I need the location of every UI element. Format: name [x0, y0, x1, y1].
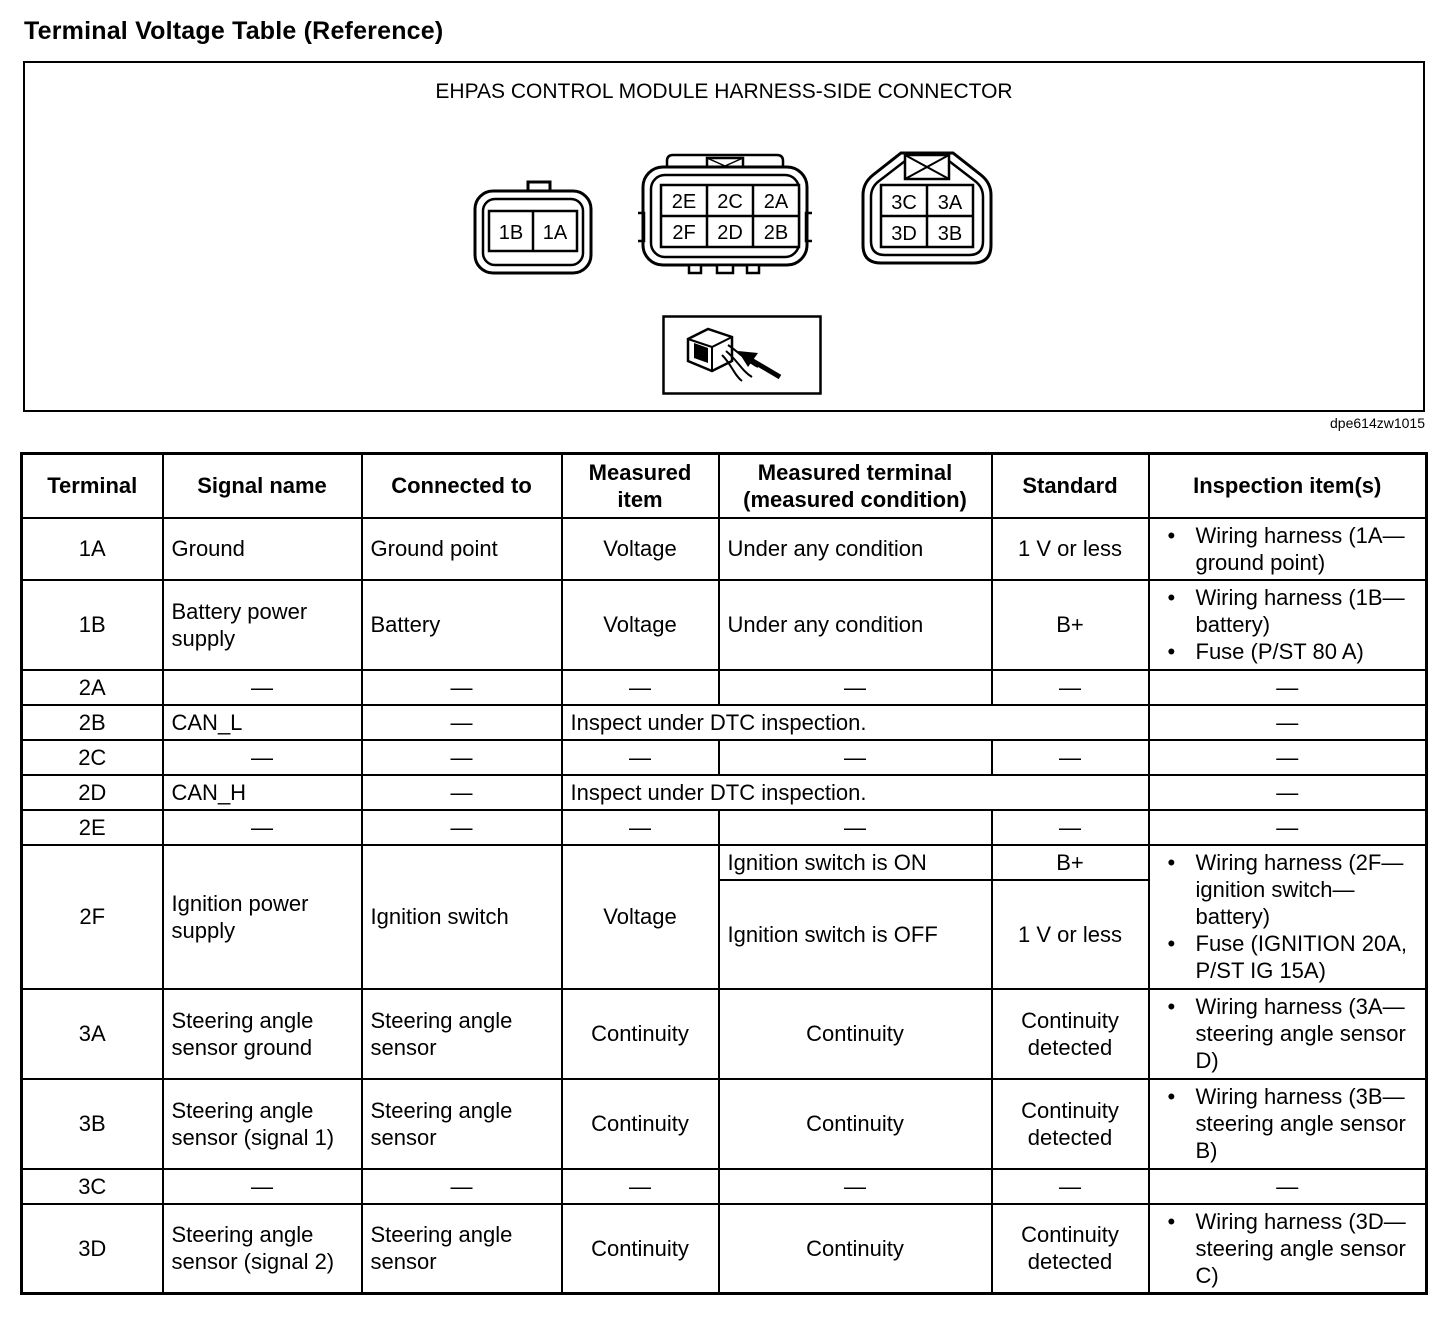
pin-label: 3A: [937, 192, 963, 214]
header-measured-terminal: [719, 454, 992, 518]
inspection-list: [1168, 993, 1422, 1074]
cell-measured-item: Voltage: [562, 580, 719, 670]
cell-signal-name: —: [163, 740, 362, 775]
pin-label: 2D: [717, 222, 743, 244]
header-terminal: Terminal: [22, 454, 163, 518]
inspection-item: • Wiring harness (3A—steering angle sensor D): [1168, 993, 1422, 1074]
inspection-item: • Wiring harness (1A—ground point): [1168, 522, 1422, 576]
cell-measured-condition: Continuity: [719, 1204, 992, 1294]
table-row: [22, 705, 1427, 740]
inspection-list: [1168, 522, 1422, 576]
cell-signal-name: Ground: [163, 518, 362, 580]
connector-3-diagram: [859, 149, 995, 267]
cell-connected-to: Steering angle sensor: [362, 1204, 562, 1294]
cell-measured-item: Continuity: [562, 989, 719, 1079]
table-row: [22, 740, 1427, 775]
cell-standard: —: [992, 670, 1149, 705]
cell-signal-name: Battery power supply: [163, 580, 362, 670]
table-row: [22, 518, 1427, 580]
cell-standard: —: [992, 740, 1149, 775]
cell-measured-condition: Continuity: [719, 1079, 992, 1169]
table-header-row: [22, 454, 1427, 518]
cell-inspection-items: —: [1149, 775, 1427, 810]
cell-standard-on: B+: [992, 845, 1149, 880]
cell-terminal: 2D: [22, 775, 163, 810]
cell-measured-item: —: [562, 1169, 719, 1204]
cell-measured-condition-on: Ignition switch is ON: [719, 845, 992, 880]
cell-standard: —: [992, 810, 1149, 845]
cell-inspection-items: —: [1149, 705, 1427, 740]
cell-measured-item: Voltage: [562, 845, 719, 989]
pin-label: 1A: [542, 222, 568, 244]
cell-measured-condition: —: [719, 1169, 992, 1204]
table-row: [22, 845, 1427, 880]
cell-dtc-note: Inspect under DTC inspection.: [562, 775, 1149, 810]
figure-code: dpe614zw1015: [1330, 415, 1425, 431]
cell-terminal: 3A: [22, 989, 163, 1079]
connector-diagram: [23, 61, 1425, 412]
cell-connected-to: —: [362, 670, 562, 705]
cell-standard: 1 V or less: [992, 518, 1149, 580]
table-row: [22, 670, 1427, 705]
cell-inspection-items: —: [1149, 810, 1427, 845]
cell-measured-condition: —: [719, 810, 992, 845]
terminal-voltage-table: [20, 452, 1428, 1295]
cell-measured-item: Voltage: [562, 518, 719, 580]
inspection-item: • Wiring harness (1B—battery): [1168, 584, 1422, 638]
cell-terminal: 2C: [22, 740, 163, 775]
header-measured-item: [562, 454, 719, 518]
harness-side-probe-icon: [662, 315, 822, 395]
table-row: [22, 1169, 1427, 1204]
pin-label: 2C: [717, 191, 743, 213]
pin-label: 3B: [937, 223, 963, 245]
cell-connected-to: —: [362, 810, 562, 845]
header-measured-item-line2: item: [617, 486, 663, 512]
cell-dtc-note: Inspect under DTC inspection.: [562, 705, 1149, 740]
cell-terminal: 2F: [22, 845, 163, 989]
cell-signal-name: Ignition power supply: [163, 845, 362, 989]
cell-measured-condition: —: [719, 670, 992, 705]
cell-standard-off: 1 V or less: [992, 880, 1149, 989]
cell-measured-item: —: [562, 670, 719, 705]
cell-standard: —: [992, 1169, 1149, 1204]
inspection-item: • Wiring harness (3D—steering angle sensor C): [1168, 1208, 1422, 1289]
cell-inspection-items: —: [1149, 740, 1427, 775]
cell-terminal: 3D: [22, 1204, 163, 1294]
table-row: [22, 1079, 1427, 1169]
pin-label: 2F: [672, 222, 696, 244]
inspection-list: [1168, 584, 1422, 665]
cell-inspection-items: —: [1149, 670, 1427, 705]
cell-measured-condition: Under any condition: [719, 580, 992, 670]
cell-measured-condition: Continuity: [719, 989, 992, 1079]
table-row: [22, 989, 1427, 1079]
cell-connected-to: Steering angle sensor: [362, 1079, 562, 1169]
pin-label: 2E: [671, 191, 697, 213]
cell-signal-name: CAN_H: [163, 775, 362, 810]
cell-signal-name: Steering angle sensor (signal 2): [163, 1204, 362, 1294]
cell-measured-condition: —: [719, 740, 992, 775]
cell-inspection-items: [1149, 989, 1427, 1079]
connector-2-diagram: [637, 153, 813, 279]
cell-terminal: 2E: [22, 810, 163, 845]
inspection-item: • Fuse (P/ST 80 A): [1168, 638, 1422, 665]
cell-signal-name: —: [163, 670, 362, 705]
cell-standard: Continuity detected: [992, 989, 1149, 1079]
header-measured-terminal-line1: Measured terminal: [757, 459, 953, 485]
cell-terminal: 1A: [22, 518, 163, 580]
table-row: [22, 775, 1427, 810]
connector-1-diagram: [471, 179, 595, 277]
cell-terminal: 1B: [22, 580, 163, 670]
cell-connected-to: —: [362, 1169, 562, 1204]
inspection-list: [1168, 1208, 1422, 1289]
cell-signal-name: Steering angle sensor ground: [163, 989, 362, 1079]
table-row: [22, 580, 1427, 670]
cell-terminal: 3B: [22, 1079, 163, 1169]
cell-terminal: 2A: [22, 670, 163, 705]
pin-label: 3C: [891, 192, 917, 214]
pin-label: 1B: [498, 222, 524, 244]
cell-inspection-items: [1149, 845, 1427, 989]
cell-connected-to: Battery: [362, 580, 562, 670]
cell-terminal: 3C: [22, 1169, 163, 1204]
cell-measured-item: Continuity: [562, 1204, 719, 1294]
diagram-title: EHPAS CONTROL MODULE HARNESS-SIDE CONNECTOR: [435, 80, 1013, 103]
table-row: [22, 810, 1427, 845]
cell-connected-to: Ground point: [362, 518, 562, 580]
header-inspection-items: Inspection item(s): [1149, 454, 1427, 518]
header-measured-item-line1: Measured: [588, 459, 692, 485]
pin-label: 2B: [763, 222, 789, 244]
cell-measured-condition: Under any condition: [719, 518, 992, 580]
cell-inspection-items: —: [1149, 1169, 1427, 1204]
cell-connected-to: Ignition switch: [362, 845, 562, 989]
cell-signal-name: —: [163, 1169, 362, 1204]
cell-terminal: 2B: [22, 705, 163, 740]
cell-connected-to: Steering angle sensor: [362, 989, 562, 1079]
cell-inspection-items: [1149, 1204, 1427, 1294]
inspection-list: [1168, 849, 1422, 984]
page-title: Terminal Voltage Table (Reference): [24, 17, 444, 45]
inspection-item: • Fuse (IGNITION 20A, P/ST IG 15A): [1168, 930, 1422, 984]
cell-signal-name: Steering angle sensor (signal 1): [163, 1079, 362, 1169]
cell-standard: Continuity detected: [992, 1204, 1149, 1294]
header-standard: Standard: [992, 454, 1149, 518]
pin-label: 3D: [891, 223, 917, 245]
cell-connected-to: —: [362, 740, 562, 775]
cell-measured-item: —: [562, 740, 719, 775]
cell-connected-to: —: [362, 775, 562, 810]
pin-label: 2A: [763, 191, 789, 213]
cell-measured-item: —: [562, 810, 719, 845]
cell-standard: Continuity detected: [992, 1079, 1149, 1169]
cell-signal-name: —: [163, 810, 362, 845]
inspection-item: • Wiring harness (2F—ignition switch—battery): [1168, 849, 1422, 930]
table-row: [22, 1204, 1427, 1294]
cell-inspection-items: [1149, 518, 1427, 580]
header-measured-terminal-line2: (measured condition): [743, 486, 967, 512]
inspection-list: [1168, 1083, 1422, 1164]
cell-measured-condition-off: Ignition switch is OFF: [719, 880, 992, 989]
cell-signal-name: CAN_L: [163, 705, 362, 740]
inspection-item: • Wiring harness (3B—steering angle sensor B): [1168, 1083, 1422, 1164]
cell-standard: B+: [992, 580, 1149, 670]
cell-measured-item: Continuity: [562, 1079, 719, 1169]
cell-connected-to: —: [362, 705, 562, 740]
header-signal-name: Signal name: [163, 454, 362, 518]
header-connected-to: Connected to: [362, 454, 562, 518]
cell-inspection-items: [1149, 580, 1427, 670]
cell-inspection-items: [1149, 1079, 1427, 1169]
